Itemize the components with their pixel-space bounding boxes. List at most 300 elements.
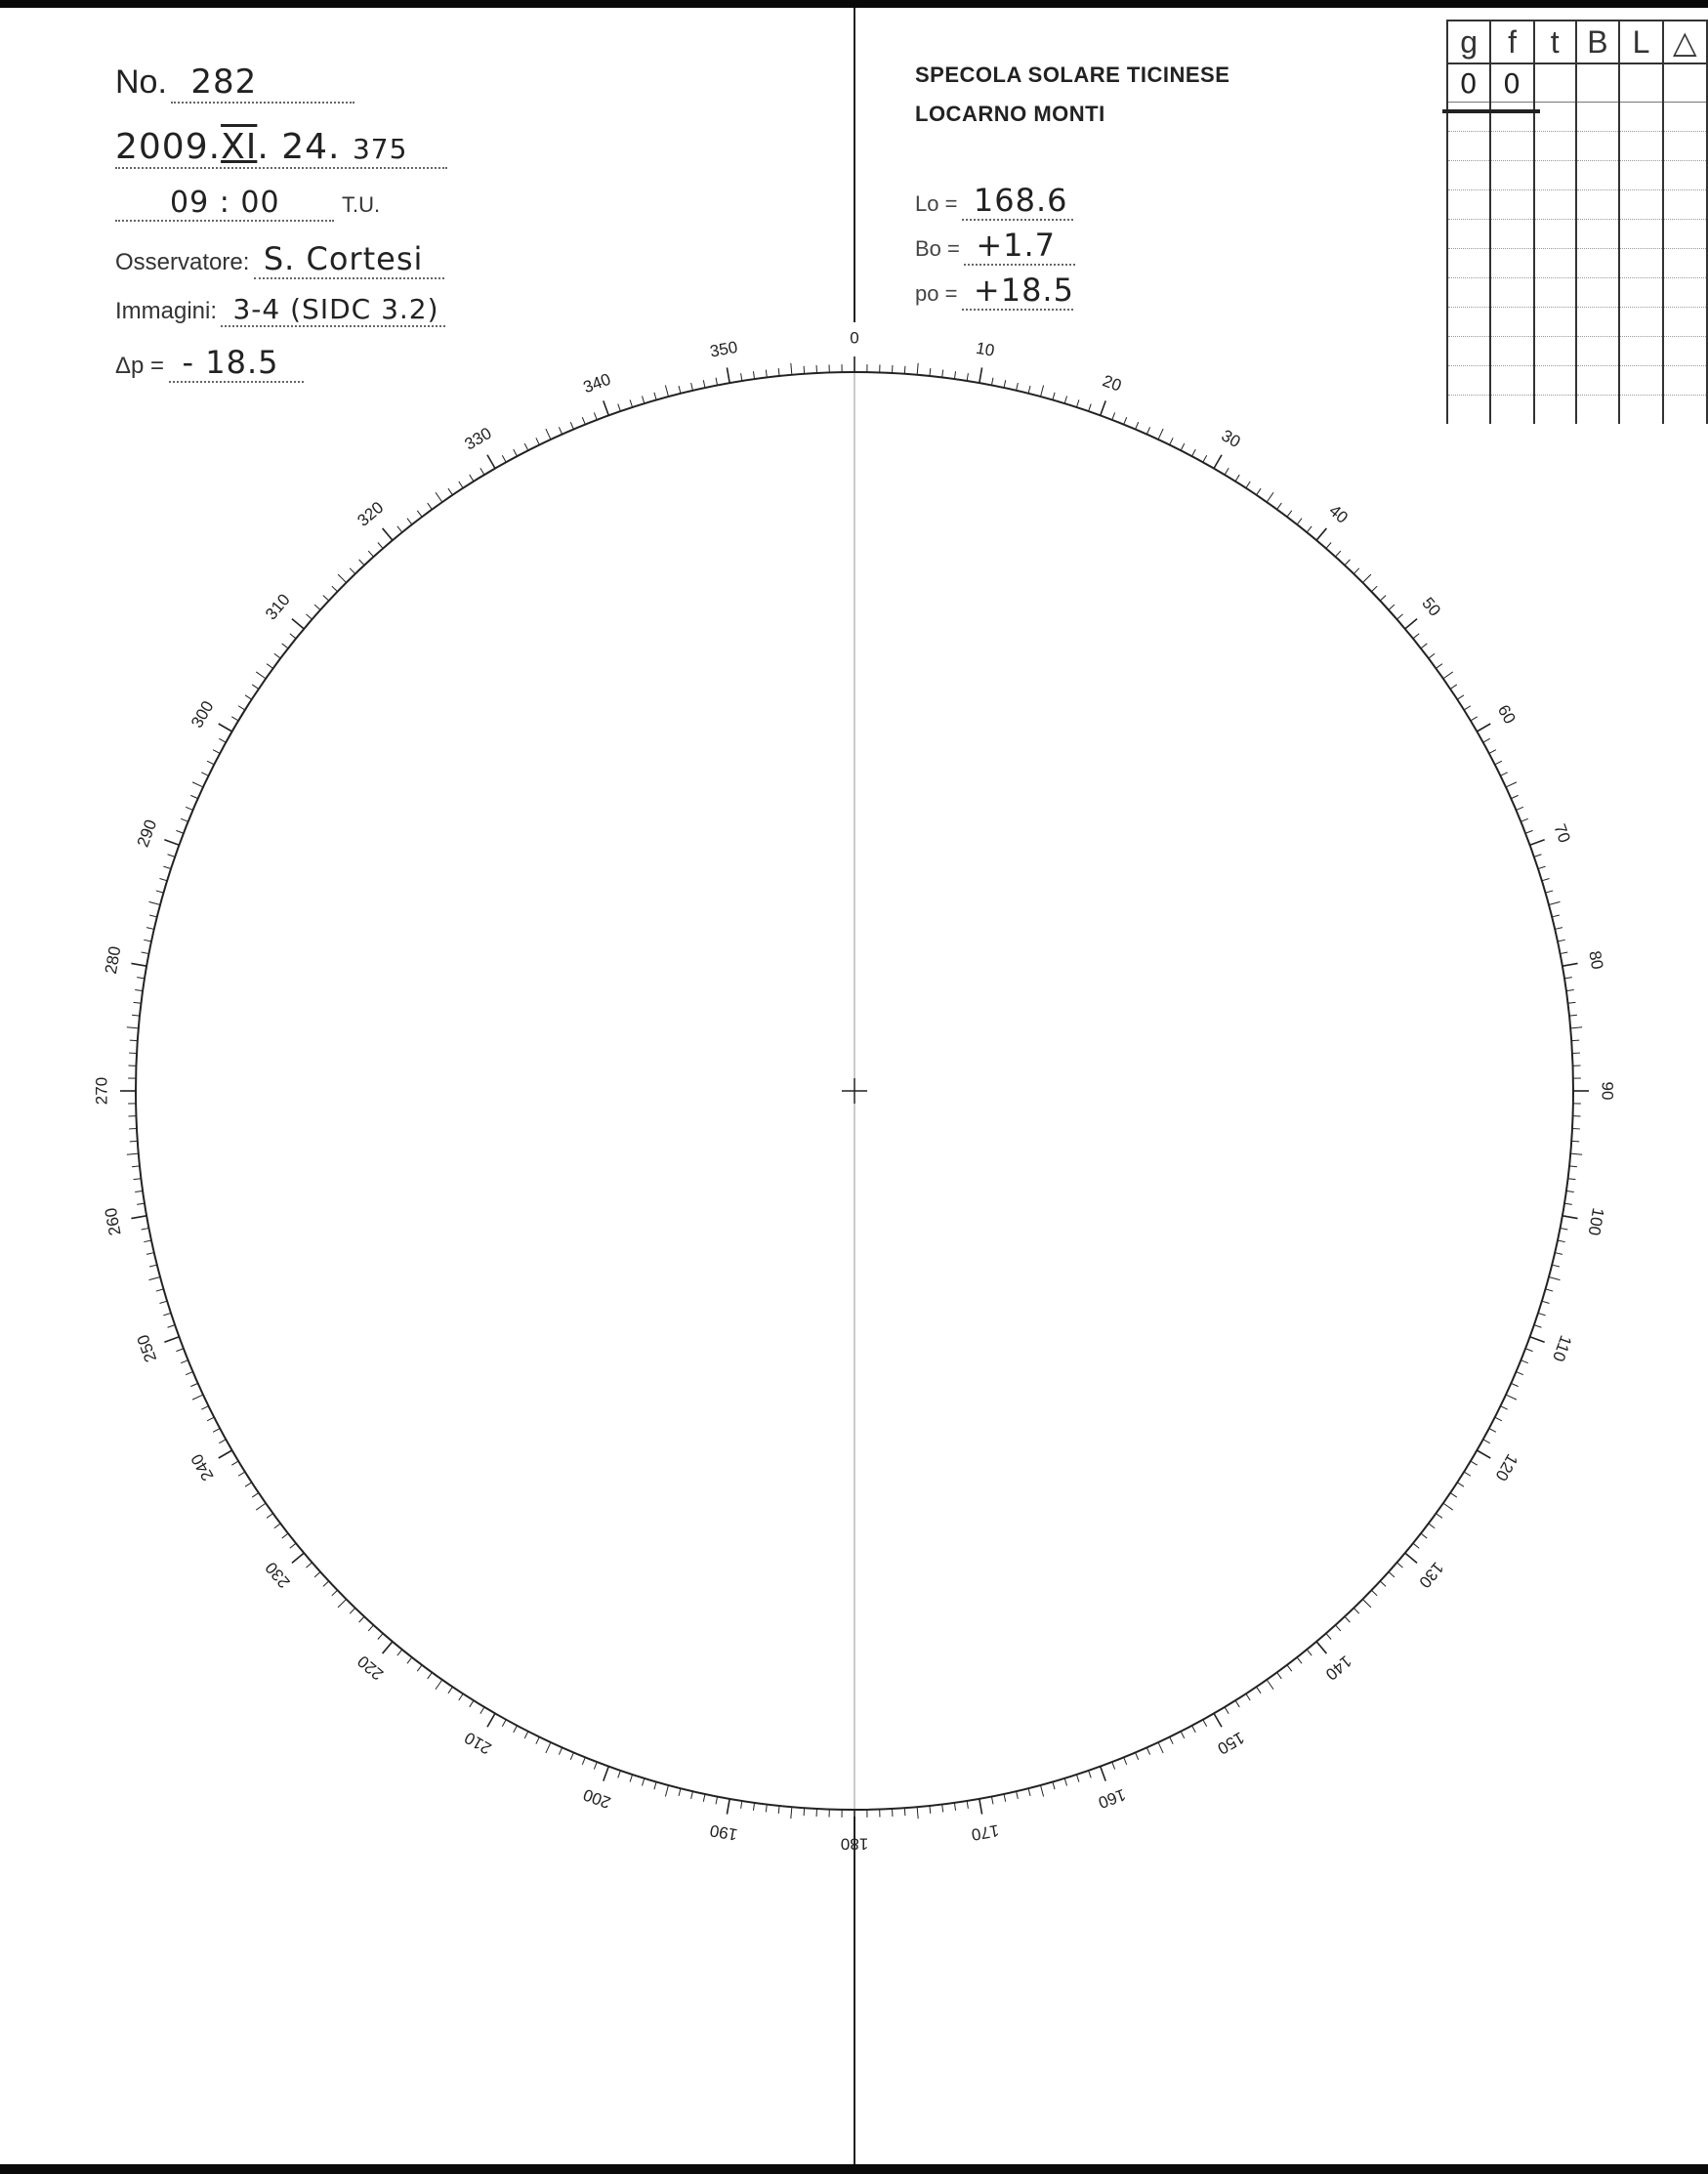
degree-tick <box>804 1808 805 1816</box>
degree-tick <box>979 1799 982 1815</box>
degree-tick <box>1525 1349 1532 1352</box>
degree-tick <box>407 1657 412 1663</box>
degree-label: 150 <box>1214 1728 1248 1759</box>
degree-tick <box>1413 634 1419 639</box>
degree-tick <box>1552 915 1560 917</box>
degree-tick <box>146 928 154 930</box>
degree-tick <box>359 560 364 565</box>
degree-tick <box>546 1742 551 1753</box>
degree-tick <box>1516 807 1522 810</box>
degree-tick <box>1564 978 1572 979</box>
degree-tick <box>753 1803 754 1811</box>
degree-tick <box>1471 1461 1478 1465</box>
degree-tick <box>1396 614 1402 619</box>
degree-tick <box>186 807 192 810</box>
degree-tick <box>1571 1141 1579 1142</box>
degree-tick <box>502 455 506 462</box>
degree-tick <box>1562 1216 1578 1219</box>
degree-tick <box>160 878 168 880</box>
degree-tick <box>1040 1785 1043 1797</box>
degree-tick <box>1214 1713 1222 1727</box>
degree-tick <box>930 1806 931 1814</box>
degree-tick <box>160 1301 168 1303</box>
degree-tick <box>1429 1524 1435 1528</box>
degree-tick <box>1542 1301 1550 1303</box>
degree-tick <box>703 380 705 388</box>
degree-label: 50 <box>1418 594 1444 620</box>
degree-tick <box>192 782 203 787</box>
degree-label: 210 <box>461 1728 495 1759</box>
degree-tick <box>1552 1265 1560 1267</box>
degree-tick <box>470 475 474 481</box>
degree-tick <box>1489 750 1496 754</box>
degree-tick <box>142 1228 149 1230</box>
degree-tick <box>383 1642 393 1653</box>
degree-tick <box>524 1732 528 1738</box>
degree-tick <box>131 1216 146 1219</box>
degree-tick <box>514 449 518 456</box>
degree-tick <box>954 1803 955 1811</box>
degree-tick <box>1017 383 1019 391</box>
degree-tick <box>1516 1372 1522 1375</box>
degree-label: 280 <box>101 944 125 976</box>
degree-label: 240 <box>187 1450 218 1484</box>
date-fraction: 375 <box>352 133 408 165</box>
degree-tick <box>459 1693 463 1700</box>
degree-tick <box>1181 1732 1185 1738</box>
delta-p-value: - 18.5 <box>169 344 304 383</box>
bo-label: Bo = <box>915 236 960 261</box>
degree-tick <box>1569 1166 1577 1167</box>
degree-tick <box>368 551 373 557</box>
degree-tick <box>459 481 463 488</box>
cell-g: 0 <box>1447 63 1490 103</box>
degree-tick <box>1362 574 1370 582</box>
degree-tick <box>132 1015 140 1016</box>
po-label: po = <box>915 281 958 306</box>
degree-tick <box>213 750 220 754</box>
images-value: 3-4 (SIDC 3.2) <box>221 293 445 327</box>
degree-tick <box>186 1372 192 1375</box>
degree-tick <box>1545 891 1553 893</box>
degree-tick <box>1538 1313 1546 1315</box>
degree-tick <box>1549 901 1561 904</box>
degree-tick <box>323 1581 329 1586</box>
degree-tick <box>1307 526 1312 532</box>
degree-tick <box>417 1665 422 1671</box>
degree-tick <box>314 1571 320 1576</box>
degree-tick <box>1297 519 1302 524</box>
degree-tick <box>1530 1337 1545 1342</box>
degree-tick <box>1089 1771 1092 1778</box>
degree-tick <box>642 397 644 404</box>
degree-tick <box>1192 449 1196 456</box>
degree-tick <box>954 371 955 379</box>
degree-tick <box>292 1553 304 1563</box>
degree-tick <box>487 1713 495 1727</box>
degree-tick <box>1538 866 1546 868</box>
degree-label: 0 <box>850 328 859 348</box>
degree-tick <box>383 528 393 540</box>
degree-tick <box>604 400 608 415</box>
observer-label: Osservatore: <box>115 249 250 275</box>
degree-tick <box>274 1524 280 1528</box>
degree-tick <box>1235 475 1239 481</box>
degree-tick <box>1566 989 1574 990</box>
degree-tick <box>1489 1429 1496 1433</box>
degree-tick <box>131 963 146 966</box>
degree-tick <box>130 1141 138 1142</box>
degree-tick <box>665 385 668 397</box>
degree-tick <box>267 1514 272 1519</box>
degree-tick <box>1112 412 1115 419</box>
degree-tick <box>691 1791 693 1799</box>
degree-tick <box>665 1785 668 1797</box>
degree-tick <box>1405 1553 1417 1563</box>
degree-tick <box>1571 1040 1579 1041</box>
degree-tick <box>181 1360 187 1363</box>
degree-tick <box>163 1313 171 1315</box>
degree-label: 260 <box>101 1206 125 1237</box>
degree-label: 290 <box>133 816 161 850</box>
degree-label: 90 <box>1598 1081 1617 1101</box>
degree-tick <box>176 830 183 833</box>
degree-label: 80 <box>1585 949 1607 972</box>
degree-tick <box>1566 1191 1574 1192</box>
degree-tick <box>130 1040 138 1041</box>
degree-tick <box>1112 1762 1115 1769</box>
degree-tick <box>176 1349 183 1352</box>
degree-tick <box>1345 560 1350 565</box>
degree-tick <box>332 1590 338 1596</box>
degree-tick <box>1326 1633 1331 1639</box>
degree-tick <box>679 386 681 394</box>
degree-tick <box>1287 1665 1292 1671</box>
degree-tick <box>397 526 402 532</box>
degree-tick <box>190 795 197 798</box>
degree-tick <box>559 1747 562 1754</box>
degree-tick <box>156 891 164 893</box>
degree-tick <box>1362 1599 1370 1607</box>
degree-tick <box>546 429 551 439</box>
degree-tick <box>1076 1775 1078 1782</box>
header-t: t <box>1534 21 1576 63</box>
degree-tick <box>135 989 143 990</box>
degree-tick <box>1040 385 1043 397</box>
degree-tick <box>570 422 573 429</box>
degree-tick <box>282 644 288 648</box>
degree-tick <box>1436 1514 1441 1519</box>
degree-tick <box>1521 1360 1527 1363</box>
degree-tick <box>691 383 693 391</box>
degree-tick <box>134 1002 142 1003</box>
date-year: 2009. <box>115 127 222 167</box>
degree-tick <box>930 368 931 376</box>
degree-tick <box>306 614 312 619</box>
degree-label: 20 <box>1100 371 1124 396</box>
degree-tick <box>514 1726 518 1733</box>
degree-label: 230 <box>261 1558 294 1592</box>
degree-tick <box>618 404 621 412</box>
degree-tick <box>1483 1440 1490 1443</box>
degree-label: 220 <box>354 1651 388 1685</box>
degree-tick <box>407 519 412 524</box>
degree-tick <box>290 634 296 639</box>
degree-tick <box>282 1533 288 1538</box>
degree-tick <box>332 586 338 592</box>
degree-tick <box>1246 481 1250 488</box>
degree-tick <box>292 619 304 629</box>
degree-tick <box>1483 738 1490 742</box>
degree-tick <box>480 468 484 475</box>
degree-tick <box>1101 400 1105 415</box>
degree-label: 60 <box>1493 701 1520 728</box>
degree-label: 320 <box>354 497 388 530</box>
observer-value: S. Cortesi <box>254 240 444 279</box>
degree-tick <box>201 773 208 776</box>
degree-tick <box>1506 1395 1517 1400</box>
degree-label: 270 <box>92 1076 111 1106</box>
degree-tick <box>594 1762 597 1769</box>
degree-tick <box>536 1737 540 1744</box>
degree-tick <box>1064 1778 1066 1786</box>
degree-tick <box>1477 1450 1490 1458</box>
header-l: L <box>1619 21 1662 63</box>
degree-tick <box>231 1461 238 1465</box>
degree-tick <box>1354 568 1359 574</box>
degree-tick <box>942 1805 943 1813</box>
degree-label: 350 <box>708 337 739 361</box>
degree-tick <box>582 1757 585 1764</box>
degree-tick <box>1568 1002 1576 1003</box>
drawing-number-value: 282 <box>171 63 354 104</box>
degree-tick <box>252 685 259 689</box>
degree-tick <box>144 1240 151 1242</box>
degree-label: 10 <box>974 338 996 360</box>
degree-tick <box>1170 438 1174 444</box>
degree-tick <box>306 1563 312 1568</box>
degree-label: 190 <box>708 1820 739 1845</box>
degree-tick <box>487 455 495 469</box>
degree-tick <box>1511 795 1518 798</box>
degree-tick <box>1246 1693 1250 1700</box>
degree-tick <box>1562 963 1578 966</box>
po-value: +18.5 <box>962 272 1073 311</box>
degree-tick <box>1297 1657 1302 1663</box>
degree-tick <box>766 1805 767 1813</box>
degree-tick <box>219 1440 226 1443</box>
degree-tick <box>1495 1417 1502 1421</box>
degree-tick <box>703 1794 705 1802</box>
degree-tick <box>942 370 943 378</box>
degree-tick <box>164 840 179 845</box>
degree-tick <box>267 664 272 669</box>
degree-tick <box>1558 1240 1565 1242</box>
degree-tick <box>231 717 238 721</box>
degree-tick <box>448 488 452 495</box>
cell-f: 0 <box>1490 63 1533 103</box>
degree-tick <box>791 363 792 375</box>
degree-tick <box>1371 586 1377 592</box>
degree-tick <box>378 1633 383 1639</box>
degree-tick <box>274 653 280 658</box>
degree-tick <box>148 901 160 904</box>
degree-tick <box>1436 664 1441 669</box>
degree-tick <box>1564 1203 1572 1204</box>
degree-tick <box>716 1796 718 1804</box>
degree-tick <box>1380 596 1386 601</box>
degree-tick <box>1506 782 1517 787</box>
degree-tick <box>149 915 157 917</box>
degree-tick <box>1560 1228 1567 1230</box>
degree-tick <box>1530 840 1545 845</box>
degree-tick <box>1053 1781 1055 1789</box>
degree-tick <box>967 1801 968 1809</box>
degree-tick <box>359 1616 364 1622</box>
degree-tick <box>1443 1503 1453 1510</box>
degree-tick <box>1555 1253 1562 1255</box>
degree-tick <box>146 1253 154 1255</box>
degree-tick <box>201 1406 208 1410</box>
degree-tick <box>1450 685 1457 689</box>
degree-tick <box>594 412 597 419</box>
degree-tick <box>618 1771 621 1778</box>
degree-tick <box>604 1767 608 1781</box>
degree-tick <box>1477 724 1490 732</box>
degree-label: 250 <box>133 1332 161 1365</box>
degree-label: 140 <box>1321 1651 1355 1685</box>
lo-value: 168.6 <box>962 182 1073 221</box>
degree-tick <box>1371 1590 1377 1596</box>
degree-tick <box>1124 417 1127 424</box>
degree-label: 160 <box>1096 1784 1129 1813</box>
degree-tick <box>791 1807 792 1819</box>
degree-tick <box>1560 952 1567 954</box>
degree-tick <box>1136 1752 1139 1759</box>
degree-tick <box>1004 1794 1006 1802</box>
degree-label: 200 <box>580 1784 613 1813</box>
degree-tick <box>559 427 562 434</box>
degree-tick <box>654 393 656 400</box>
degree-tick <box>323 596 329 601</box>
degree-tick <box>654 1781 656 1789</box>
degree-tick <box>1464 706 1471 710</box>
degree-tick <box>1064 397 1066 404</box>
degree-tick <box>219 724 232 732</box>
degree-tick <box>1471 717 1478 721</box>
degree-tick <box>350 568 355 574</box>
degree-tick <box>137 978 145 979</box>
degree-tick <box>1558 940 1565 941</box>
degree-tick <box>727 367 729 383</box>
degree-tick <box>338 574 346 582</box>
degree-tick <box>1501 773 1508 776</box>
degree-tick <box>1203 455 1207 462</box>
degree-tick <box>1316 1642 1326 1653</box>
delta-p-label: Δp = <box>115 353 165 379</box>
degree-tick <box>256 672 266 679</box>
degree-tick <box>1549 1276 1561 1279</box>
degree-tick <box>238 1472 245 1476</box>
degree-tick <box>142 952 149 954</box>
header-b: B <box>1576 21 1620 63</box>
degree-tick <box>156 1289 164 1291</box>
degree-tick <box>163 866 171 868</box>
degree-tick <box>1389 605 1395 609</box>
degree-tick <box>1124 1757 1127 1764</box>
degree-tick <box>470 1700 474 1707</box>
degree-tick <box>727 1799 729 1815</box>
degree-tick <box>1521 818 1527 821</box>
degree-tick <box>1335 1625 1340 1631</box>
lo-label: Lo = <box>915 191 958 216</box>
degree-tick <box>1004 380 1006 388</box>
degree-label: 120 <box>1491 1450 1522 1484</box>
date-month: XI <box>221 127 258 167</box>
degree-tick <box>1326 542 1331 548</box>
degree-label: 310 <box>261 590 294 624</box>
degree-label: 40 <box>1325 501 1352 527</box>
degree-label: 180 <box>840 1834 869 1854</box>
degree-tick <box>149 1265 157 1267</box>
degree-label: 340 <box>580 369 613 397</box>
degree-tick <box>213 1429 220 1433</box>
degree-label: 170 <box>970 1820 1001 1845</box>
degree-tick <box>1053 393 1055 400</box>
degree-tick <box>1345 1616 1350 1622</box>
degree-tick <box>245 1483 252 1486</box>
degree-tick <box>917 363 918 375</box>
degree-tick <box>350 1608 355 1613</box>
degree-tick <box>219 738 226 742</box>
degree-tick <box>991 378 993 386</box>
degree-tick <box>1028 386 1030 394</box>
degree-tick <box>716 378 718 386</box>
degree-tick <box>378 542 383 548</box>
degree-tick <box>778 368 779 376</box>
degree-tick <box>1257 488 1261 495</box>
degree-tick <box>1534 855 1542 857</box>
degree-tick <box>1457 1483 1464 1486</box>
degree-tick <box>436 1680 442 1690</box>
degree-tick <box>1307 1650 1312 1655</box>
degree-tick <box>1089 404 1092 412</box>
degree-tick <box>417 511 422 517</box>
degree-tick <box>135 1191 143 1192</box>
degree-tick <box>1568 1179 1576 1180</box>
degree-tick <box>1235 1700 1239 1707</box>
degree-tick <box>207 1417 214 1421</box>
time-unit-label: T.U. <box>342 192 381 217</box>
degree-tick <box>1429 653 1435 658</box>
degree-tick <box>630 399 632 407</box>
degree-tick <box>436 492 442 502</box>
degree-tick <box>904 366 905 374</box>
degree-tick <box>164 1337 179 1342</box>
degree-tick <box>904 1808 905 1816</box>
degree-tick <box>1277 1672 1282 1678</box>
degree-label: 300 <box>187 697 218 732</box>
degree-tick <box>1525 830 1532 833</box>
degree-tick <box>314 605 320 609</box>
degree-tick <box>679 1788 681 1796</box>
degree-tick <box>967 373 968 381</box>
degree-tick <box>1277 503 1282 509</box>
degree-tick <box>1354 1608 1359 1613</box>
degree-tick <box>252 1493 259 1497</box>
degree-tick <box>137 1203 145 1204</box>
degree-tick <box>1570 1153 1582 1154</box>
